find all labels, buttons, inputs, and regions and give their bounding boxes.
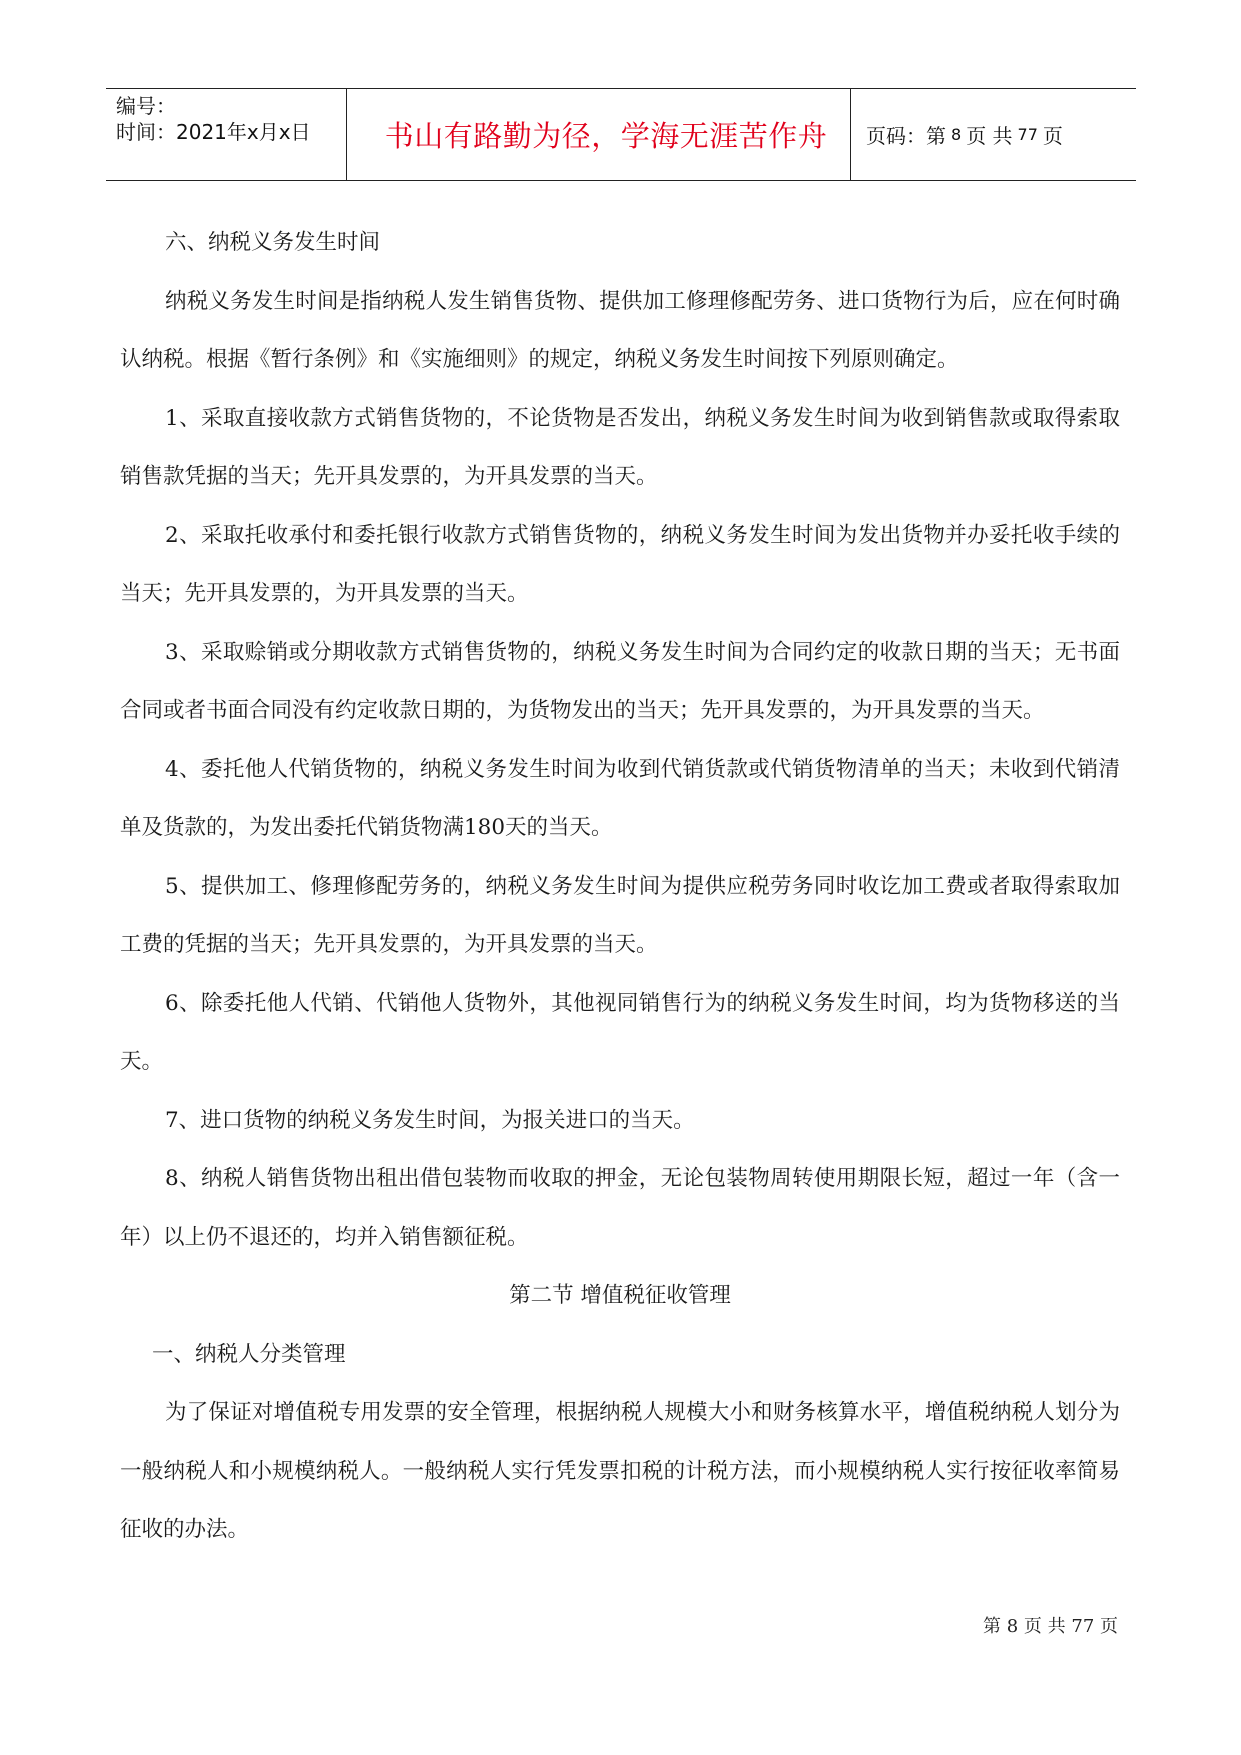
page-prefix: 页码：第: [866, 124, 946, 148]
paragraph: 1、采取直接收款方式销售货物的，不论货物是否发出，纳税义务发生时间为收到销售款或取得索取销售款凭据的当天；先开具发票的，为开具发票的当天。: [120, 405, 1120, 489]
header-divider: [346, 89, 347, 180]
paragraph: 为了保证对增值税专用发票的安全管理，根据纳税人规模大小和财务核算水平，增值税纳税人划分为一般纳税人和小规模纳税人。一般纳税人实行凭发票扣税的计税方法，而小规模纳税人实行按征收率简易征收的办法。: [120, 1400, 1120, 1542]
header-motto: 书山有路勤为径，学海无涯苦作舟: [384, 119, 828, 153]
page-current: 8: [951, 125, 962, 144]
paragraph: 8、纳税人销售货物出租出借包装物而收取的押金，无论包装物周转使用期限长短，超过一年（含一年）以上仍不退还的，均并入销售额征税。: [120, 1166, 1120, 1250]
page-suffix: 页: [1042, 124, 1063, 148]
document-time: 时间：2021年x月x日: [116, 120, 311, 144]
subsection-title: 一、纳税人分类管理: [152, 1341, 346, 1367]
document-meta: [116, 89, 366, 180]
paragraph: 6、除委托他人代销、代销他人货物外，其他视同销售行为的纳税义务发生时间，均为货物移送的当天。: [120, 990, 1120, 1074]
paragraph: 2、采取托收承付和委托银行收款方式销售货物的，纳税义务发生时间为发出货物并办妥托收手续的当天；先开具发票的，为开具发票的当天。: [120, 522, 1120, 606]
section-title: 第二节 增值税征收管理: [509, 1283, 731, 1308]
page-header: [106, 88, 1136, 181]
paragraph: 纳税义务发生时间是指纳税人发生销售货物、提供加工修理修配劳务、进口货物行为后，应在何时确认纳税。根据《暂行条例》和《实施细则》的规定，纳税义务发生时间按下列原则确定。: [120, 288, 1120, 372]
document-body: [120, 214, 1120, 1560]
heading-tax-obligation-time: 六、纳税义务发生时间: [165, 230, 381, 255]
paragraph: 4、委托他人代销货物的，纳税义务发生时间为收到代销货款或代销货物清单的当天；未收到代销清单及货款的，为发出委托代销货物满180天的当天。: [120, 756, 1120, 840]
page-footer: 第 8 页 共 77 页: [983, 1616, 1118, 1637]
paragraph: 7、进口货物的纳税义务发生时间，为报关进口的当天。: [165, 1107, 695, 1133]
document-number-label: 编号：: [116, 94, 176, 118]
page-middle: 页 共: [966, 124, 1013, 148]
paragraph: 5、提供加工、修理修配劳务的，纳税义务发生时间为提供应税劳务同时收讫加工费或者取得索取加工费的凭据的当天；先开具发票的，为开具发票的当天。: [120, 873, 1120, 957]
header-page-info: [850, 89, 1063, 180]
page-total: 77: [1017, 125, 1038, 144]
paragraph: 3、采取赊销或分期收款方式销售货物的，纳税义务发生时间为合同约定的收款日期的当天；无书面合同或者书面合同没有约定收款日期的，为货物发出的当天；先开具发票的，为开具发票的当天。: [120, 639, 1120, 723]
